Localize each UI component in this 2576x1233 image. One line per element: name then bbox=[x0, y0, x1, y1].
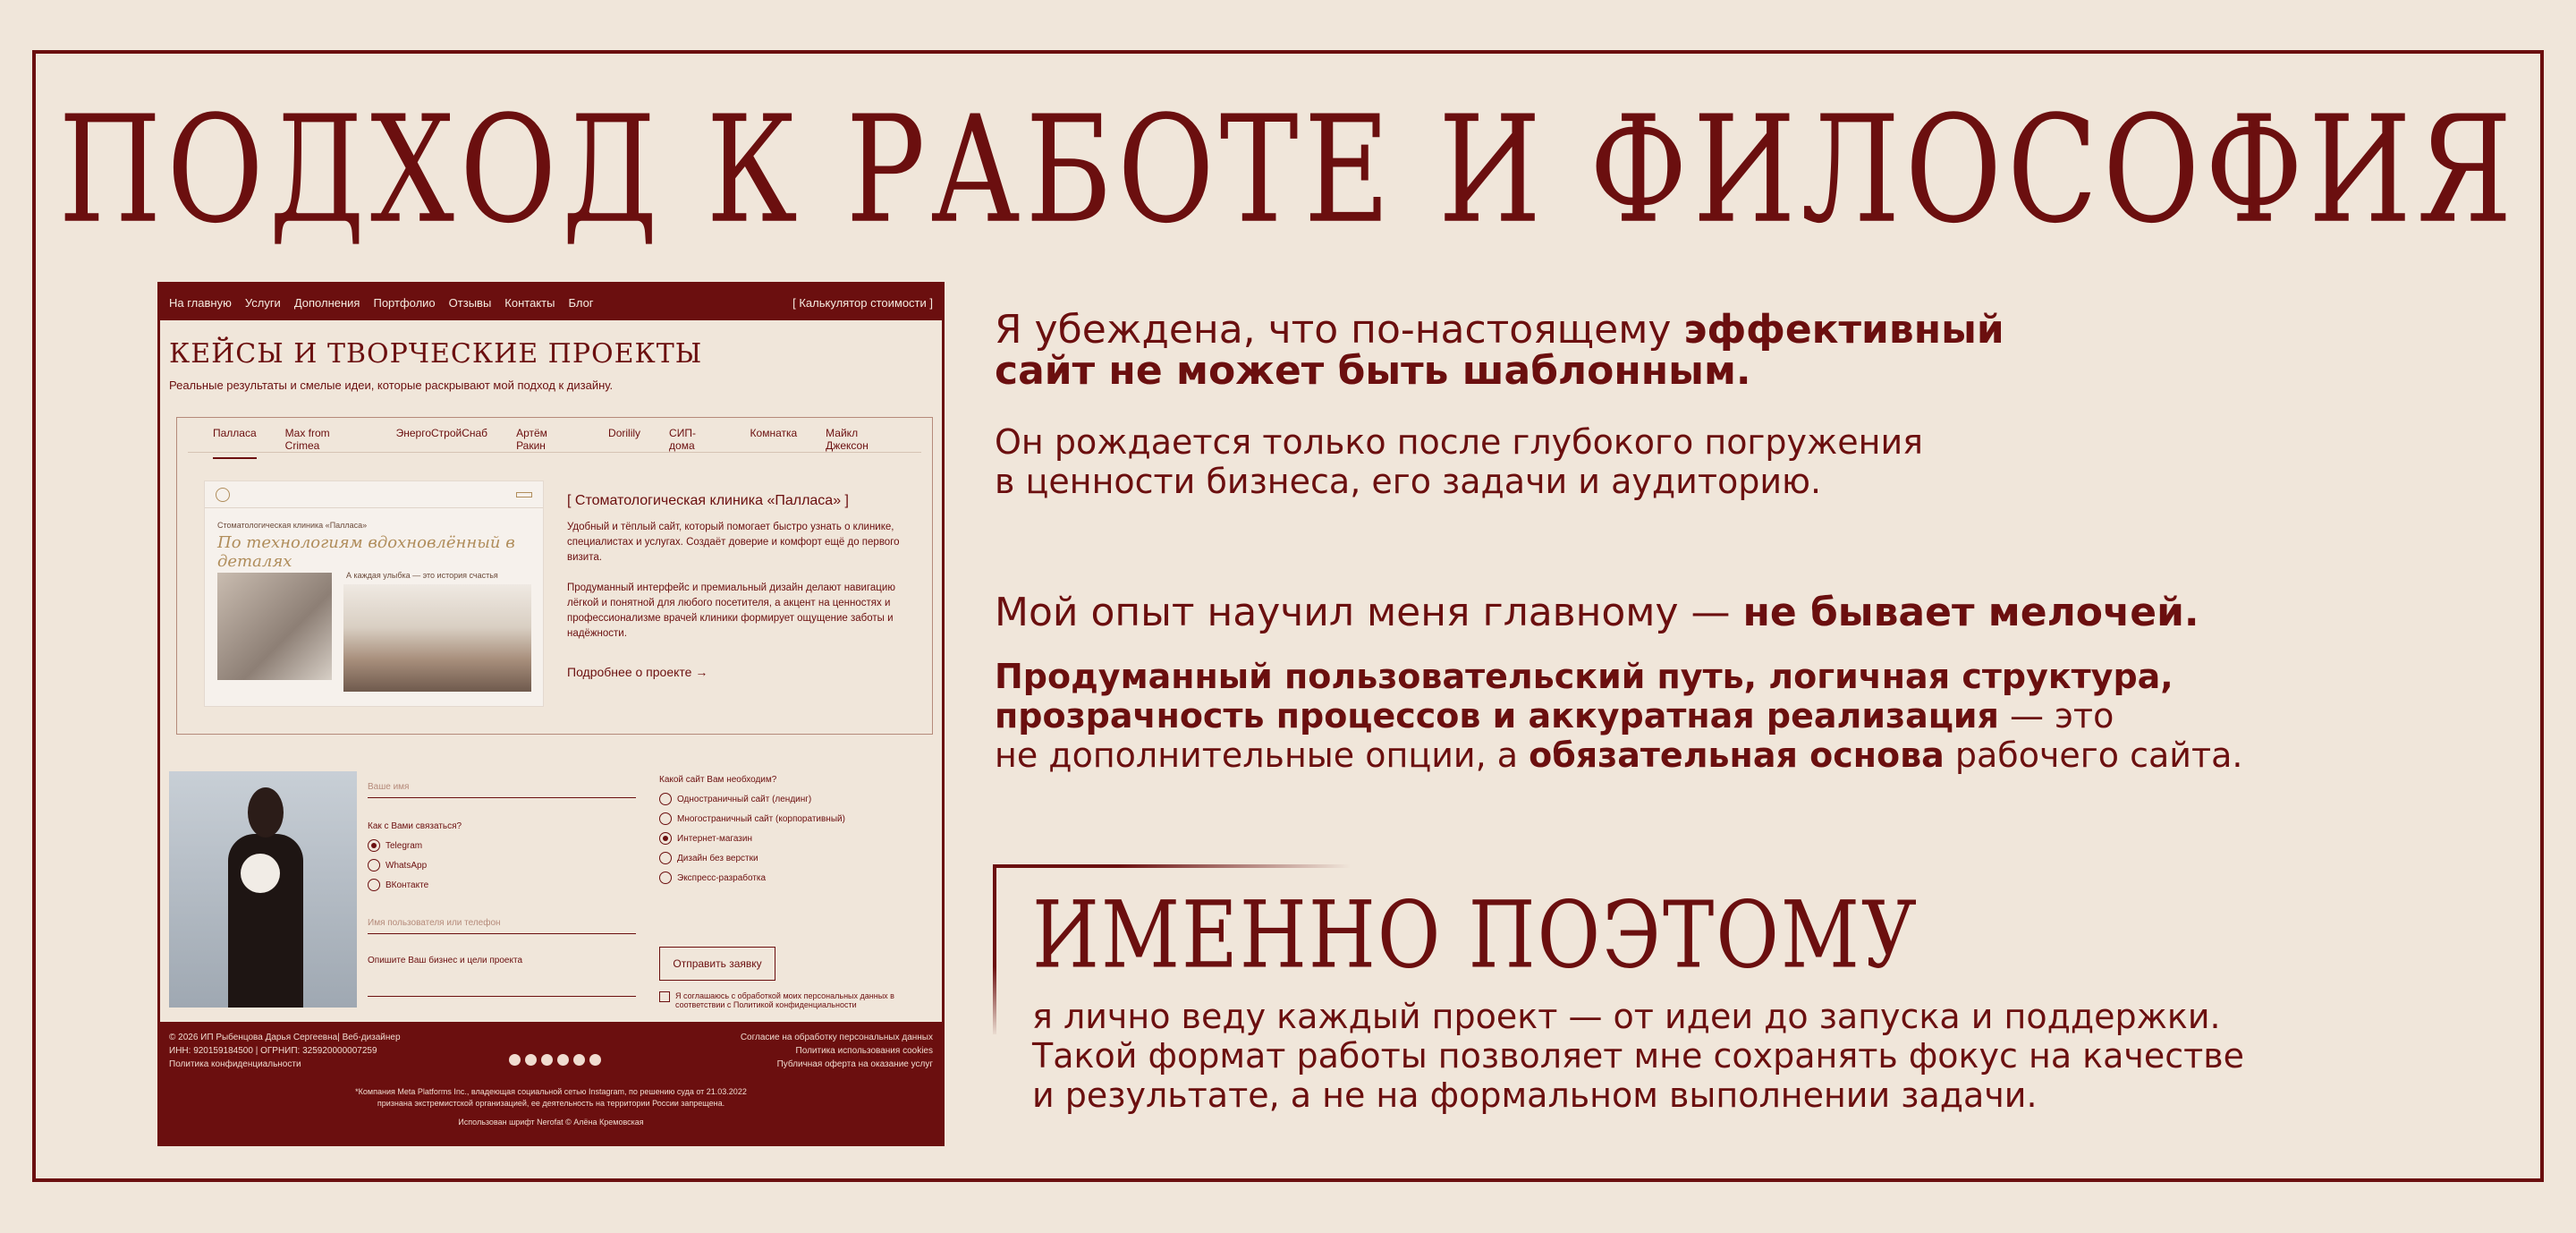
case-text-2: Продуманный интерфейс и премиальный дизайн делают навигацию лёгкой и понятной для любого посетителя, а акцент на ценностях и профессионализме врачей клиники формирует ощущение заботы и надёжности. bbox=[567, 582, 895, 639]
paragraph-details bbox=[995, 657, 2242, 775]
text-bold: эффективный bbox=[1683, 307, 2004, 353]
radio-design[interactable] bbox=[659, 852, 758, 864]
nav-services[interactable]: Услуги bbox=[244, 295, 281, 310]
tab-sip[interactable]: СИП-дома bbox=[669, 427, 696, 452]
social-icon[interactable] bbox=[525, 1054, 537, 1066]
tab-divider bbox=[188, 452, 921, 453]
radio-telegram[interactable] bbox=[368, 839, 422, 852]
tab-rakin[interactable]: Артём Ракин bbox=[516, 427, 547, 452]
social-icon[interactable] bbox=[541, 1054, 553, 1066]
tab-dorilily[interactable]: Dorilily bbox=[608, 427, 641, 439]
radio-landing[interactable] bbox=[659, 793, 811, 805]
consent-text: Я соглашаюсь с обработкой моих персональных данных в соответствии с Политикой конфиденциальности bbox=[675, 991, 894, 1009]
text-bold: сайт не может быть шаблонным. bbox=[995, 348, 1751, 394]
text-bold: не бывает мелочей. bbox=[1742, 590, 2199, 635]
text: Я убеждена, что по-настоящему bbox=[995, 307, 1684, 353]
photo-flower bbox=[241, 854, 280, 893]
why-frame-fade bbox=[989, 966, 998, 1038]
nav-reviews[interactable]: Отзывы bbox=[448, 295, 492, 310]
preview-clinic-name: Стоматологическая клиника «Палласа» bbox=[217, 521, 368, 530]
radio-dot-icon bbox=[659, 793, 672, 805]
radio-dot-icon bbox=[659, 872, 672, 884]
page-title: ПОДХОД К РАБОТЕ И ФИЛОСОФИЯ bbox=[58, 84, 2518, 257]
tab-komnatka[interactable]: Комнатка bbox=[750, 427, 798, 439]
footer-note: признана экстремистской организацией, ее деятельность на территории России запрещена. bbox=[377, 1099, 725, 1108]
radio-label: Одностраничный сайт (лендинг) bbox=[677, 794, 812, 804]
nav-contacts[interactable]: Контакты bbox=[504, 295, 555, 310]
tab-jackson[interactable]: Майкл Джексон bbox=[826, 427, 869, 452]
submit-button[interactable]: Отправить заявку bbox=[659, 947, 775, 981]
tab-energo[interactable]: ЭнергоСтройСнаб bbox=[395, 427, 488, 439]
preview-button bbox=[516, 492, 532, 497]
preview-caption: А каждая улыбка — это история счастья bbox=[346, 571, 498, 580]
radio-vk[interactable] bbox=[368, 879, 428, 891]
nav-home[interactable]: На главную bbox=[169, 295, 232, 310]
radio-dot-icon bbox=[659, 852, 672, 864]
text-bold: прозрачность процессов и аккуратная реализация bbox=[995, 696, 1999, 736]
footer-consent-link[interactable]: Согласие на обработку персональных данных bbox=[740, 1033, 933, 1042]
radio-label: Интернет-магазин bbox=[677, 833, 752, 844]
why-title: ИМЕННО ПОЭТОМУ bbox=[1032, 881, 1919, 990]
name-input[interactable]: Ваше имя bbox=[368, 782, 636, 798]
calculator-button[interactable]: [ Калькулятор стоимости ] bbox=[792, 295, 933, 310]
describe-input[interactable] bbox=[368, 981, 636, 997]
social-icon[interactable] bbox=[573, 1054, 585, 1066]
radio-label: Telegram bbox=[386, 840, 423, 851]
preview-header bbox=[205, 481, 543, 508]
text: я лично веду каждый проект — от идеи до запуска и поддержки. bbox=[1032, 997, 2221, 1036]
website-screenshot bbox=[157, 282, 945, 1146]
radio-shop[interactable] bbox=[659, 832, 752, 845]
clinic-room-photo bbox=[217, 573, 332, 680]
designer-photo bbox=[169, 771, 357, 1008]
radio-label: Многостраничный сайт (корпоративный) bbox=[677, 813, 845, 824]
site-nav bbox=[160, 285, 942, 320]
team-photo bbox=[343, 584, 531, 692]
preview-script: По технологиям вдохновлённый в деталях bbox=[217, 533, 515, 571]
footer-privacy-link[interactable]: Политика конфиденциальности bbox=[169, 1059, 301, 1069]
case-tabs bbox=[213, 427, 932, 459]
photo-head bbox=[248, 787, 284, 838]
social-icon[interactable] bbox=[509, 1054, 521, 1066]
radio-express[interactable] bbox=[659, 872, 766, 884]
case-title: [ Стоматологическая клиника «Палласа» ] bbox=[567, 493, 849, 508]
case-text-1: Удобный и тёплый сайт, который помогает быстро узнать о клинике, специалистах и услугах. Создаёт доверие и комфорт ещё до первого визита. bbox=[567, 522, 900, 563]
paragraph-immersion bbox=[995, 422, 1923, 501]
cases-subtitle: Реальные результаты и смелые идеи, которые раскрывают мой подход к дизайну. bbox=[169, 378, 614, 392]
social-icon[interactable] bbox=[557, 1054, 569, 1066]
radio-dot-icon bbox=[368, 879, 380, 891]
text: и результате, а не на формальном выполнении задачи. bbox=[1032, 1076, 2038, 1115]
footer-note: *Компания Meta Platforms Inc., владеющая социальной сетью Instagram, по решению суда от 21.03.2022 bbox=[355, 1087, 747, 1096]
social-icon[interactable] bbox=[589, 1054, 601, 1066]
social-icons bbox=[509, 1054, 601, 1066]
footer-cookies-link[interactable]: Политика использования cookies bbox=[795, 1046, 933, 1056]
nav-addons[interactable]: Дополнения bbox=[293, 295, 360, 310]
text-bold: обязательная основа bbox=[1529, 736, 1945, 775]
text: не дополнительные опции, а bbox=[995, 736, 1530, 775]
radio-dot-icon bbox=[659, 832, 672, 845]
case-card bbox=[176, 417, 933, 735]
radio-label: WhatsApp bbox=[386, 860, 428, 871]
username-input[interactable]: Имя пользователя или телефон bbox=[368, 918, 636, 934]
site-type-label: Какой сайт Вам необходим? bbox=[659, 775, 777, 785]
radio-label: Экспресс-разработка bbox=[677, 872, 767, 883]
nav-blog[interactable]: Блог bbox=[568, 295, 594, 310]
case-more-link[interactable]: Подробнее о проекте → bbox=[567, 665, 708, 679]
site-footer bbox=[160, 1022, 942, 1144]
footer-inn: ИНН: 920159184500 | ОГРНИП: 325920000007259 bbox=[169, 1046, 377, 1056]
footer-left bbox=[169, 1031, 401, 1071]
cases-title: КЕЙСЫ И ТВОРЧЕСКИЕ ПРОЕКТЫ bbox=[169, 338, 703, 370]
text: рабочего сайта. bbox=[1944, 736, 2243, 775]
describe-label: Опишите Ваш бизнес и цели проекта bbox=[368, 956, 523, 965]
paragraph-why bbox=[1032, 997, 2244, 1115]
case-preview-image[interactable] bbox=[204, 480, 544, 707]
radio-corporate[interactable] bbox=[659, 812, 845, 825]
nav-portfolio[interactable]: Портфолио bbox=[373, 295, 436, 310]
radio-dot-icon bbox=[368, 859, 380, 872]
paragraph-conviction bbox=[995, 307, 2004, 394]
radio-whatsapp[interactable] bbox=[368, 859, 427, 872]
radio-label: Дизайн без верстки bbox=[677, 853, 758, 863]
text: Он рождается только после глубокого погружения bbox=[995, 422, 1924, 462]
footer-right bbox=[741, 1031, 933, 1071]
why-frame-fade bbox=[1118, 861, 1351, 868]
contact-label: Как с Вами связаться? bbox=[368, 821, 462, 831]
footer-font-credit: Использован шрифт Nerofat © Алёна Кремовская bbox=[458, 1118, 644, 1127]
text: Такой формат работы позволяет мне сохранять фокус на качестве bbox=[1032, 1036, 2245, 1076]
text: Мой опыт научил меня главному — bbox=[995, 590, 1743, 635]
radio-dot-icon bbox=[659, 812, 672, 825]
footer-notes bbox=[160, 1086, 942, 1128]
text-bold: Продуманный пользовательский путь, логичная структура, bbox=[995, 657, 2174, 696]
paragraph-experience bbox=[995, 592, 2199, 634]
radio-label: ВКонтакте bbox=[386, 880, 429, 890]
checkbox-box bbox=[659, 991, 670, 1002]
radio-dot-icon bbox=[368, 839, 380, 852]
footer-copyright: © 2026 ИП Рыбенцова Дарья Сергеевна| Веб-дизайнер bbox=[169, 1033, 401, 1042]
footer-offer-link[interactable]: Публичная оферта на оказание услуг bbox=[776, 1059, 933, 1069]
text: в ценности бизнеса, его задачи и аудиторию. bbox=[995, 462, 1822, 501]
consent-checkbox[interactable] bbox=[659, 991, 936, 1009]
tab-pallasa[interactable]: Палласа bbox=[213, 427, 257, 459]
tooth-logo-icon bbox=[216, 488, 230, 502]
text: — это bbox=[1998, 696, 2114, 736]
tab-max[interactable]: Max from Crimea bbox=[284, 427, 330, 452]
